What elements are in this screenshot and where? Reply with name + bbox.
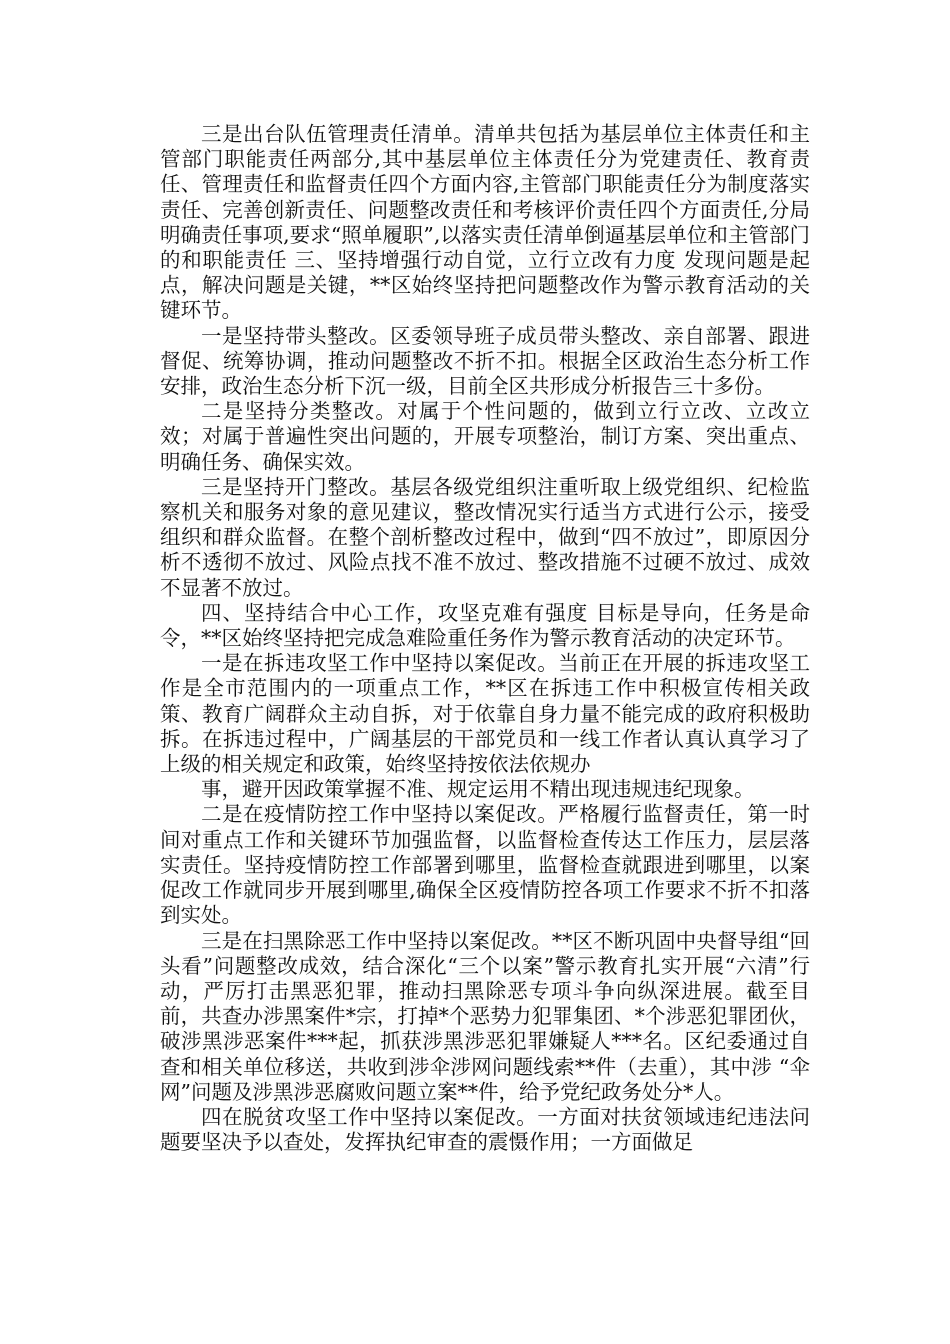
paragraph-7: 事，避开因政策掌握不准、规定运用不精出现违规违纪现象。	[201, 777, 755, 802]
paragraph-4: 三是坚持开门整改。基层各级党组织注重听取上级党组织、纪检监察机关和服务对象的意见建议，整改情况实行适当方式进行公示，接受组织和群众监督。在整个剖析整改过程中，做到“四不放过”，即原因分析不透彻不放过、风险点找不准不放过、整改措施不过硬不放过、成效不显著不放过。	[160, 474, 810, 600]
paragraph-10: 四在脱贫攻坚工作中坚持以案促改。一方面对扶贫领域违纪违法问题要坚决予以查处，发挥执纪审查的震慑作用；一方面做足	[160, 1104, 810, 1155]
paragraph-6: 一是在拆违攻坚工作中坚持以案促改。当前正在开展的拆违攻坚工作是全市范围内的一项重点工作，**区在拆违工作中积极宣传相关政策、教育广阔群众主动自拆，对于依靠自身力量不能完成的政府积极助拆。在拆违过程中，广阔基层的干部党员和一线工作者认真认真学习了上级的相关规定和政策，始终坚持按依法依规办	[160, 651, 810, 777]
paragraph-1: 三是出台队伍管理责任清单。清单共包括为基层单位主体责任和主管部门职能责任两部分,其中基层单位主体责任分为党建责任、教育责任、管理责任和监督责任四个方面内容,主管部门职能责任分为制度落实责任、完善创新责任、问题整改责任和考核评价责任四个方面责任,分局明确责任事项,要求“照单履职”,以落实责任清单倒逼基层单位和主管部门的和职能责任 三、坚持增强行动自觉，立行立改有力度 发现问题是起点，解决问题是关键，**区始终坚持把问题整改作为警示教育活动的关键环节。	[160, 122, 810, 323]
paragraph-9: 三是在扫黑除恶工作中坚持以案促改。**区不断巩固中央督导组“回头看”问题整改成效，结合深化“三个以案”警示教育扎实开展“六清”行动，严厉打击黑恶犯罪，推动扫黑除恶专项斗争向纵深进展。截至目前，共查办涉黑案件*宗，打掉*个恶势力犯罪集团、*个涉恶犯罪团伙，破涉黑涉恶案件***起，抓获涉黑涉恶犯罪嫌疑人***名。区纪委通过自查和相关单位移送，共收到涉伞涉网问题线索**件（去重），其中涉 “伞网”问题及涉黑涉恶腐败问题立案**件，给予党纪政务处分*人。	[160, 928, 810, 1104]
paragraph-8: 二是在疫情防控工作中坚持以案促改。严格履行监督责任，第一时间对重点工作和关键环节加强监督，以监督检查传达工作压力，层层落实责任。坚持疫情防控工作部署到哪里，监督检查就跟进到哪里，以案促改工作就同步开展到哪里,确保全区疫情防控各项工作要求不折不扣落到实处。	[160, 802, 810, 928]
paragraph-5: 四、坚持结合中心工作，攻坚克难有强度 目标是导向，任务是命令，**区始终坚持把完成急难险重任务作为警示教育活动的决定环节。	[160, 600, 810, 651]
paragraph-2: 一是坚持带头整改。区委领导班子成员带头整改、亲自部署、跟进督促、统筹协调，推动问题整改不折不扣。根据全区政治生态分析工作安排，政治生态分析下沉一级，目前全区共形成分析报告三十多份。	[160, 323, 810, 399]
paragraph-3: 二是坚持分类整改。对属于个性问题的，做到立行立改、立改立效；对属于普遍性突出问题的，开展专项整治，制订方案、突出重点、明确任务、确保实效。	[160, 399, 810, 474]
document-body	[160, 122, 810, 1155]
